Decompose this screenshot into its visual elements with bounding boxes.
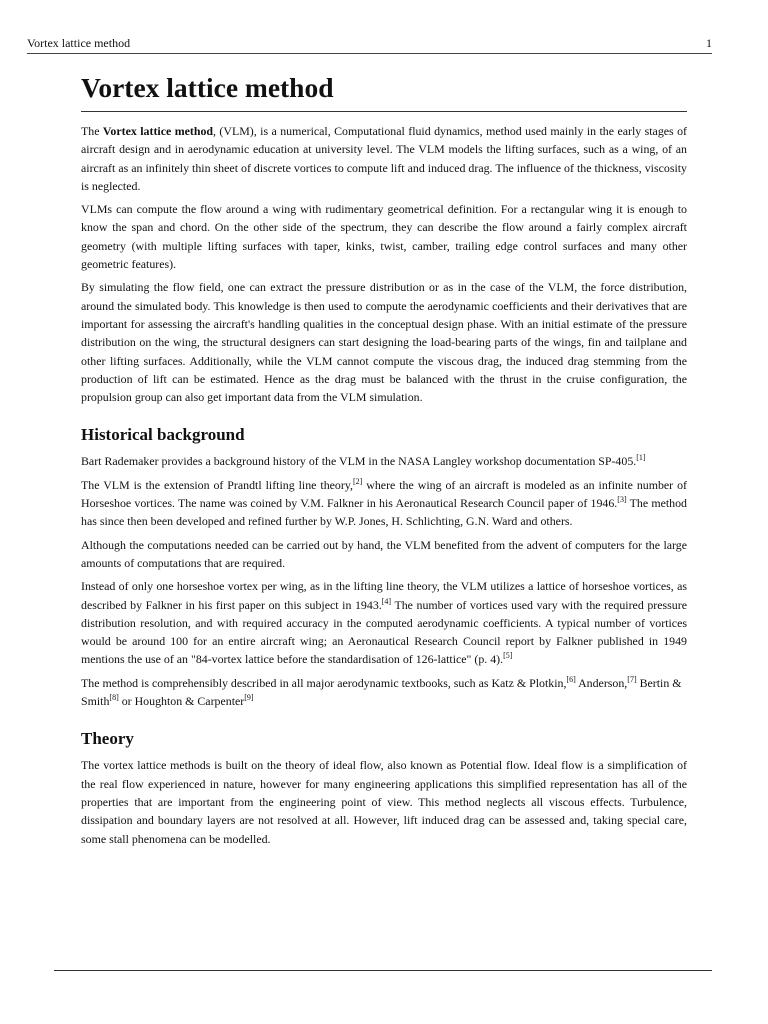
citation-ref[interactable]: [6] (566, 674, 576, 684)
theory-paragraph-1: The vortex lattice methods is built on the theory of ideal flow, also known as Potential flow. Ideal flow is a simplification of the real flow experienced in nature, however for many engineering applications this simplified representation has all of the properties that are important from the engineering point of view. This method neglects all viscous effects. Turbulence, dissipation and boundary layers are not resolved at all. However, lift induced drag can be assessed and, taking special care, some stall phenomena can be modelled. (81, 758, 687, 846)
term-bold: Vortex lattice method (102, 124, 214, 138)
historical-paragraph-5: The method is comprehensibly described in all major aerodynamic textbooks, such as Katz & Plotkin,[6] Anderson,[7] Bertin & Smith[8] or Houghton & Carpenter[9] (81, 674, 682, 709)
citation-ref[interactable]: [9] (244, 693, 254, 703)
historical-paragraph-1: Bart Rademaker provides a background history of the VLM in the NASA Langley workshop documentation SP-405.[1] (81, 453, 646, 469)
historical-paragraph-3: Although the computations needed can be carried out by hand, the VLM benefited from the advent of computers for the large amounts of computations that are required. (81, 537, 687, 570)
citation-ref[interactable]: [8] (109, 693, 119, 703)
citation-ref[interactable]: [2] (352, 476, 363, 486)
page-title: Vortex lattice method (81, 72, 687, 112)
historical-paragraph-4: Instead of only one horseshoe vortex per wing, as in the lifting line theory, the VLM utilizes a lattice of horseshoe vortices, as described by Falkner in his first paper on this subject in 1943.[4] The number of vortices used vary with the required pressure distribution resolution, and with required accuracy in the computed aerodynamic coefficients. A typical number of vortices would be around 100 for an entire aircraft wing; an Aeronautical Research Council report by Falkner published in 1949 mentions the use of an "84-vortex lattice before the standardisation of 126-lattice" (p. 4).[5] (81, 579, 687, 667)
section-heading-historical: Historical background (81, 425, 245, 445)
running-head-title: Vortex lattice method (27, 36, 131, 50)
header-divider (27, 53, 712, 54)
intro-paragraph-1: The Vortex lattice method, (VLM), is a numerical, Computational fluid dynamics, method used mainly in the early stages of aircraft design and in aerodynamic education at university level. The VLM models the lifting surfaces, such as a wing, of an aircraft as an infinitely thin sheet of discrete vortices to compute lift and induced drag. The influence of the thickness, viscosity is neglected. (81, 124, 688, 193)
page-number: 1 (706, 36, 712, 50)
running-head (27, 36, 712, 50)
article-body (81, 72, 687, 853)
historical-paragraph-2: The VLM is the extension of Prandtl lifting line theory,[2] where the wing of an aircraft is modeled as an infinite number of Horseshoe vortices. The name was coined by V.M. Falkner in his Aeronautical Research Council paper of 1946.[3] The method has since then been developed and refined further by W.P. Jones, H. Schlichting, G.N. Ward and others. (81, 476, 687, 529)
citation-ref[interactable]: [5] (503, 651, 513, 661)
citation-ref[interactable]: [4] (381, 596, 392, 606)
intro-paragraph-3: By simulating the flow field, one can extract the pressure distribution or as in the case of the VLM, the force distribution, around the simulated body. This knowledge is then used to compute the aerodynamic coefficients and their derivatives that are important for assessing the aircraft's handling qualities in the conceptual design phase. With an initial estimate of the pressure distribution on the wing, the structural designers can start designing the load-bearing parts of the wings, fin and tailplane and other lifting surfaces. Additionally, while the VLM cannot compute the viscous drag, the induced drag stemming from the production of lift can be estimated. Hence as the drag must be balanced with the thrust in the cruise configuration, the propulsion group can also get important data from the VLM simulation. (81, 280, 687, 405)
intro-paragraph-2: VLMs can compute the flow around a wing with rudimentary geometrical definition. For a rectangular wing it is enough to know the span and chord. On the other side of the spectrum, they can describe the flow around a fairly complex aircraft geometry (with multiple lifting surfaces with taper, kinks, twist, camber, trailing edge control surfaces and many other geometric features). (81, 202, 687, 272)
citation-ref[interactable]: [3] (617, 495, 627, 505)
citation-ref[interactable]: [7] (627, 674, 637, 684)
section-heading-theory: Theory (81, 729, 134, 749)
citation-ref[interactable]: [1] (636, 453, 646, 463)
footer-divider (54, 970, 712, 971)
